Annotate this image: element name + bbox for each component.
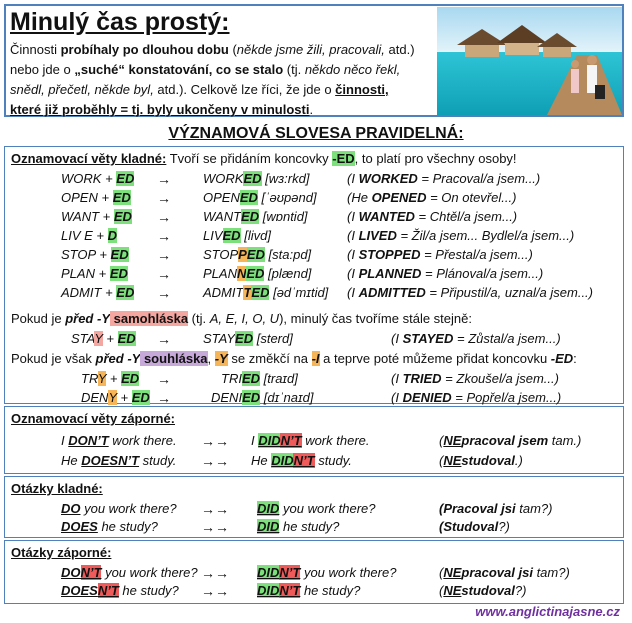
translation: (I PLANNED = Plánoval/a jsem...) (347, 266, 544, 281)
vowel-rule: Pokud je před -Y samohláska (tj. A, E, I, O, U), minulý čas tvoříme stále stejně: (11, 311, 472, 326)
double-arrow-icon: →→ (201, 501, 229, 517)
negative-section (4, 406, 624, 474)
translation: (I LIVED = Žil/a jsem... Bydlel/a jsem...) (347, 228, 575, 243)
double-arrow-icon: →→ (201, 433, 229, 449)
website-link[interactable]: www.anglictinajasne.cz (475, 604, 620, 619)
translation: (NEpracoval jsi tam?) (439, 565, 570, 580)
past-form: PLANNED [plænd] (203, 266, 312, 281)
doubled-letter: N (236, 266, 247, 281)
verb-row-stay: STAY + ED (71, 331, 136, 346)
example-past: DIDN’T he study? (257, 583, 361, 598)
arrow-icon: → (157, 371, 171, 387)
past-form-try: TRIED [traɪd] (221, 371, 298, 386)
intro-text: Činnosti probíhaly po dlouhou dobu (někde jsme žili, pracovali, atd.) nebo jde o „suché“ konstatování, co se stalo (tj. někdo něco řekl, snědl, přečetl, někde byl, atd.). Celkově lze říci, že jde o činnosti, které již proběhly = tj. byly ukončeny v minulosti. (10, 42, 415, 117)
verb-row-plan: PLAN + ED (61, 266, 128, 281)
example-past: DID you work there? (257, 501, 376, 516)
past-form: WANTED [wɒntid] (203, 209, 308, 224)
translation-try: (I TRIED = Zkoušel/a jsem...) (391, 371, 559, 386)
ed-suffix: ED (246, 266, 265, 281)
verb-row-try: TRY + ED (81, 371, 140, 386)
translation-stay: (I STAYED = Zůstal/a jsem...) (391, 331, 561, 346)
translation-deny: (I DENIED = Popřel/a jsem...) (391, 390, 562, 405)
questions-positive-heading: Otázky kladné: (11, 481, 103, 496)
consonant-rule: Pokud je však před -Y souhláska, -Y se změkčí na -I a teprve poté můžeme přidat koncovku -ED: (11, 351, 577, 366)
page-title: Minulý čas prostý: (10, 8, 230, 36)
example-present: DON’T you work there? (61, 565, 198, 580)
example-past: DIDN’T you work there? (257, 565, 397, 580)
verb-row-admit: ADMIT + ED (61, 285, 135, 300)
past-form: OPENED [ˈəʊpənd] (203, 190, 317, 205)
verb-row-open: OPEN + ED (61, 190, 131, 205)
verb-row-want: WANT + ED (61, 209, 132, 224)
verb-row-stop: STOP + ED (61, 247, 129, 262)
arrow-icon: → (157, 331, 171, 347)
translation: (I STOPPED = Přestal/a jsem...) (347, 247, 533, 262)
double-arrow-icon: →→ (201, 565, 229, 581)
translation: (He OPENED = On otevřel...) (347, 190, 517, 205)
example-present: DOES he study? (61, 519, 158, 534)
arrow-icon: → (157, 247, 171, 263)
doubled-letter: T (243, 285, 252, 300)
verb-row-work: WORK + ED (61, 171, 135, 186)
translation: (I WORKED = Pracoval/a jsem...) (347, 171, 541, 186)
questions-negative-section (4, 540, 624, 604)
arrow-icon: → (157, 209, 171, 225)
verb-row-deny: DENY + ED (81, 390, 150, 405)
past-form-deny: DENIED [dɪˈnaɪd] (211, 390, 314, 405)
example-present: I DON’T work there. (61, 433, 177, 448)
arrow-icon: → (157, 190, 171, 206)
past-form: WORKED [wɜ:rkd] (203, 171, 310, 186)
affirmative-section (4, 146, 624, 404)
past-form: STOPPED [sta:pd] (203, 247, 312, 262)
double-arrow-icon: →→ (201, 519, 229, 535)
affirmative-rule: Oznamovací věty kladné: Tvoří se přidáním koncovky -ED, to platí pro všechny osoby! (11, 151, 517, 166)
double-arrow-icon: →→ (201, 453, 229, 469)
example-present: DOESN’T he study? (61, 583, 179, 598)
arrow-icon: → (157, 171, 171, 187)
ed-suffix: ED (246, 247, 265, 262)
double-arrow-icon: →→ (201, 583, 229, 599)
example-past: He DIDN’T study. (251, 453, 352, 468)
past-form: ADMITTED [ədˈmɪtid] (203, 285, 329, 300)
doubled-letter: P (238, 247, 247, 262)
questions-negative-heading: Otázky záporné: (11, 545, 112, 560)
questions-positive-section (4, 476, 624, 538)
example-past: DID he study? (257, 519, 340, 534)
beach-resort-photo (437, 7, 622, 115)
translation: (Studoval?) (439, 519, 510, 534)
arrow-icon: → (157, 285, 171, 301)
ed-suffix: ED (251, 285, 270, 300)
translation: (NEpracoval jsem tam.) (439, 433, 582, 448)
arrow-icon: → (157, 390, 171, 406)
translation: (NEstudoval?) (439, 583, 527, 598)
example-present: DO you work there? (61, 501, 177, 516)
example-past: I DIDN’T work there. (251, 433, 370, 448)
translation: (I ADMITTED = Připustil/a, uznal/a jsem...) (347, 285, 593, 300)
past-form-stay: STAYED [sterd] (203, 331, 293, 346)
translation: (I WANTED = Chtěl/a jsem...) (347, 209, 518, 224)
arrow-icon: → (157, 266, 171, 282)
arrow-icon: → (157, 228, 171, 244)
section-heading: VÝZNAMOVÁ SLOVESA PRAVIDELNÁ: (168, 125, 464, 142)
past-form: LIVED [livd] (203, 228, 271, 243)
translation: (Pracoval jsi tam?) (439, 501, 553, 516)
translation: (NEstudoval.) (439, 453, 523, 468)
example-present: He DOESN’T study. (61, 453, 177, 468)
negative-heading: Oznamovací věty záporné: (11, 411, 175, 426)
verb-row-liv: LIV E + D (61, 228, 118, 243)
